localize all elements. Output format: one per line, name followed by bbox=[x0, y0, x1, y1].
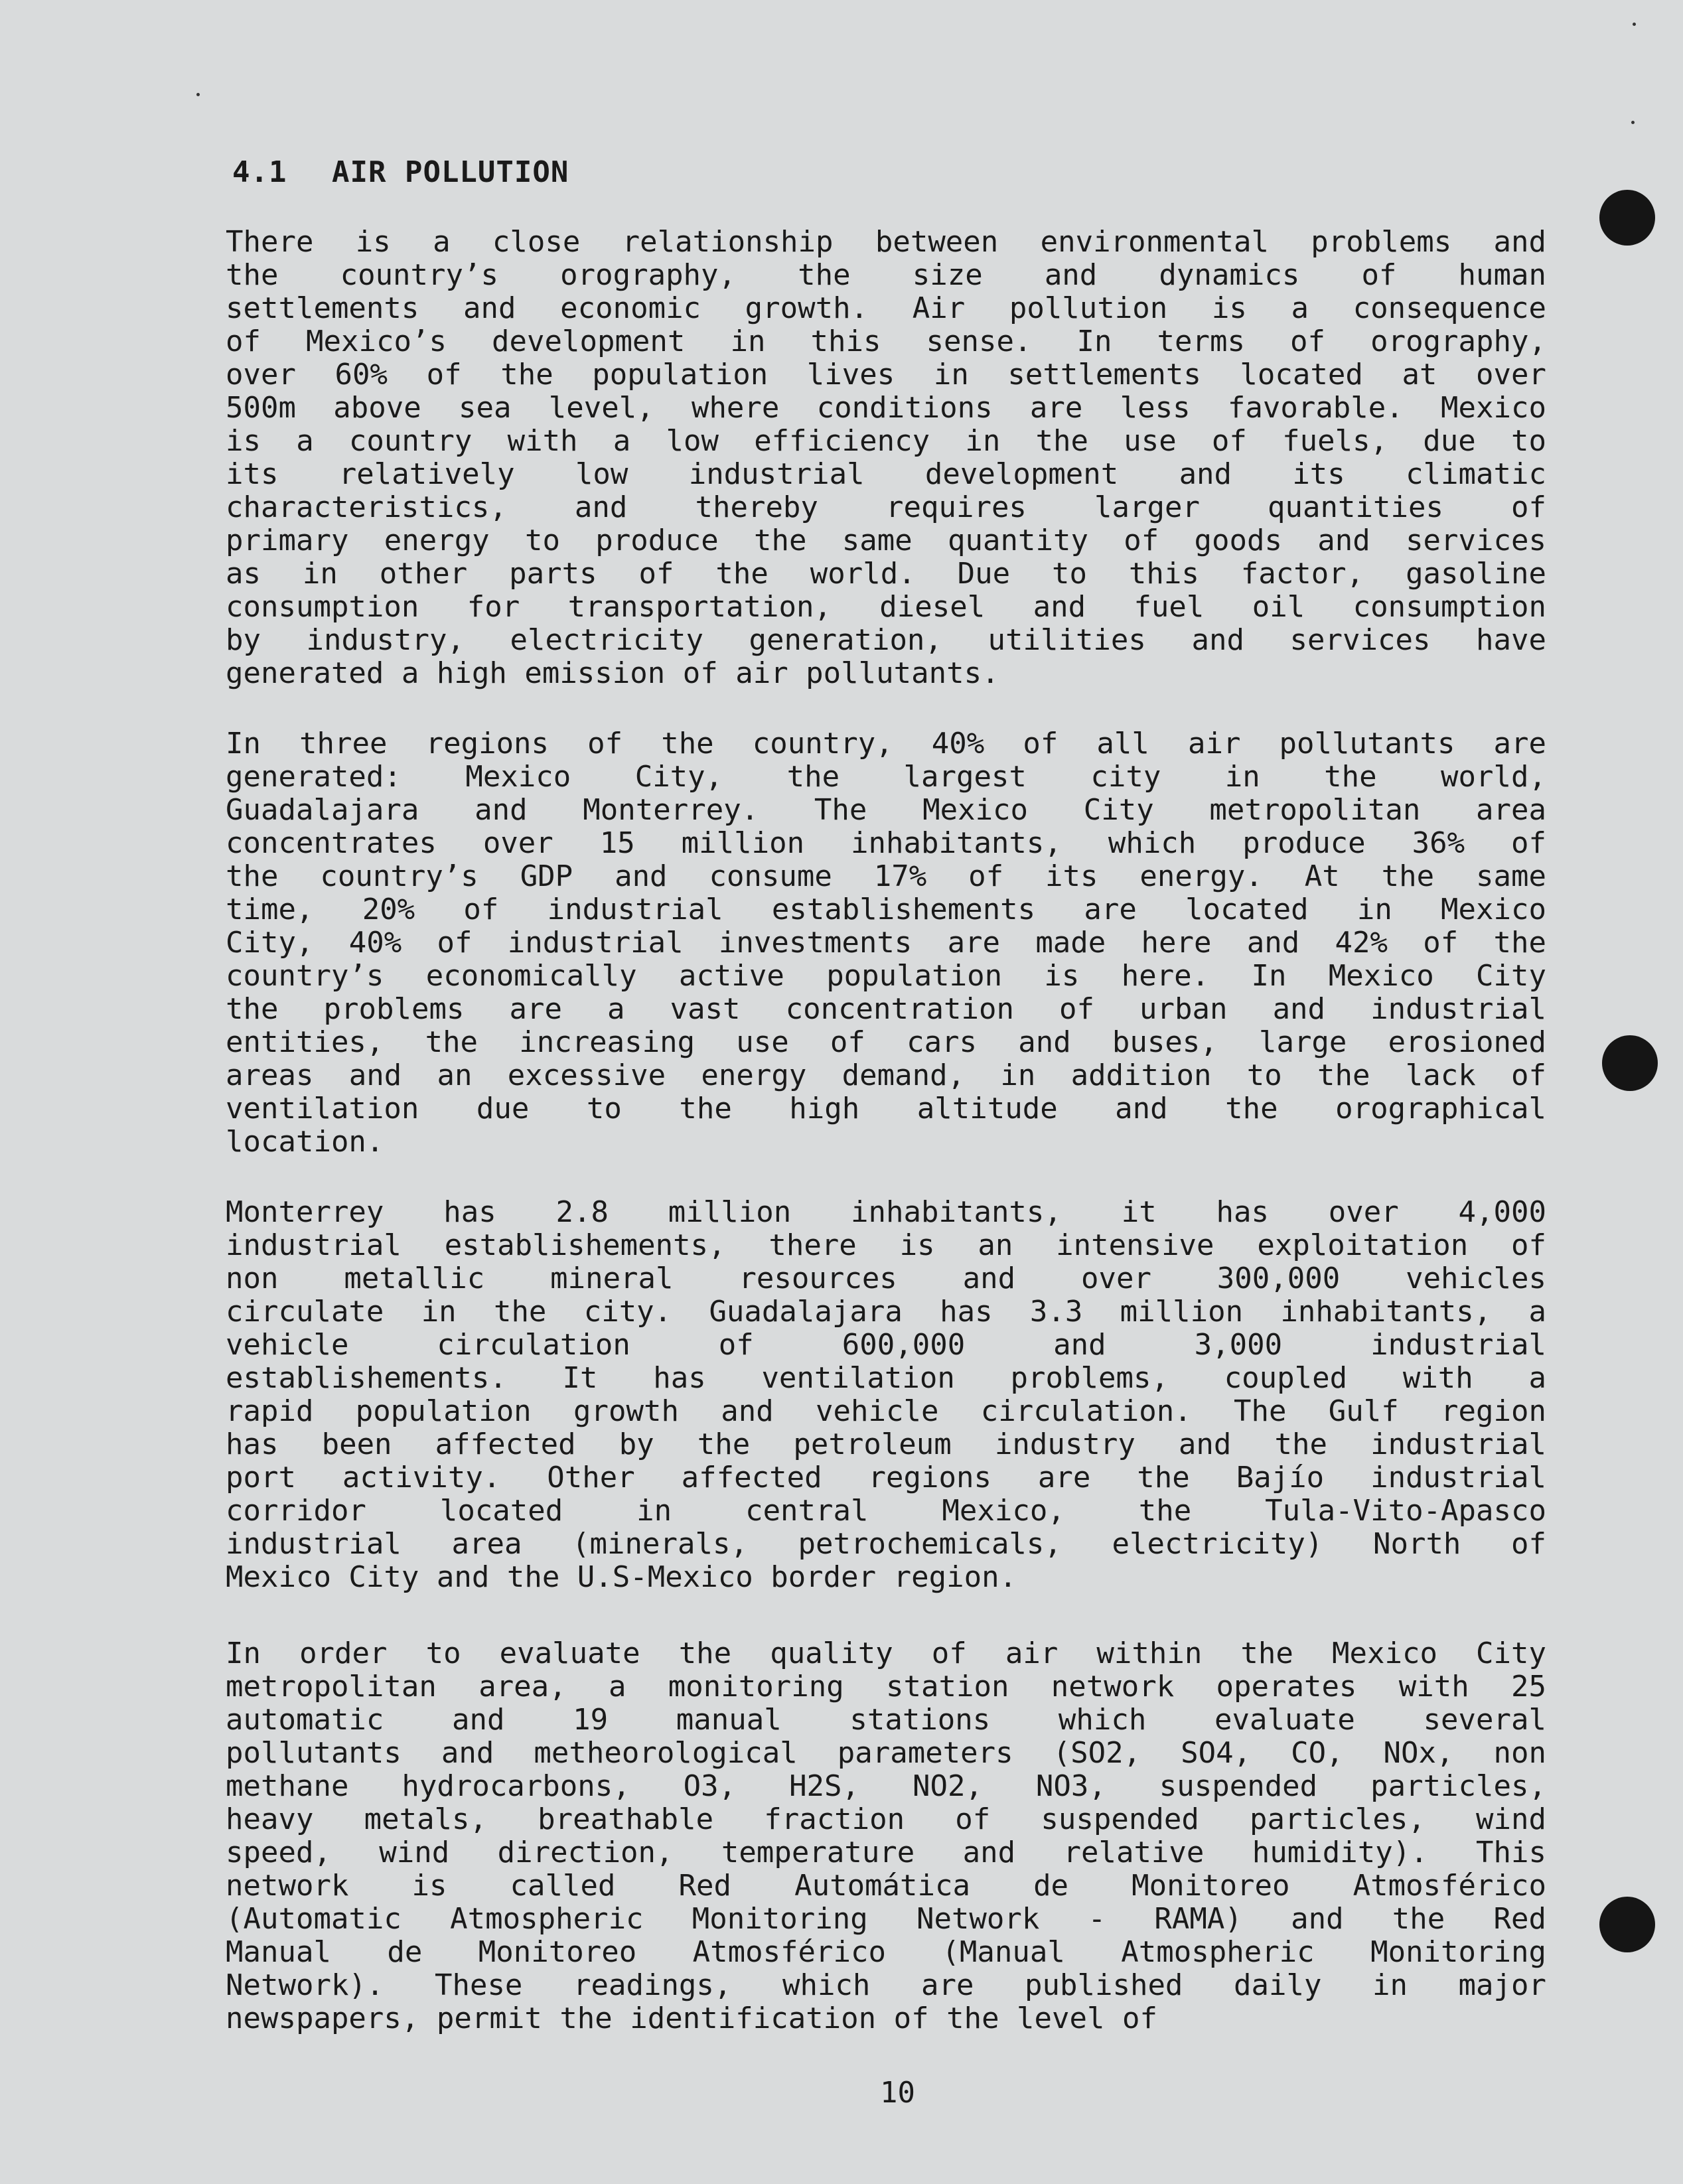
paragraph-monitoring-network bbox=[226, 1637, 1546, 2035]
page-number: 10 bbox=[880, 2076, 915, 2110]
section-title: AIR POLLUTION bbox=[332, 155, 569, 189]
text-line: Network). These readings, which are published daily in major bbox=[226, 1968, 1546, 2002]
text-line: circulate in the city. Guadalajara has 3.3 million inhabitants, a bbox=[226, 1295, 1546, 1329]
text-line: generated: Mexico City, the largest city in the world, bbox=[226, 760, 1546, 794]
text-line: primary energy to produce the same quantity of goods and services bbox=[226, 524, 1546, 557]
text-line: vehicle circulation of 600,000 and 3,000 industrial bbox=[226, 1328, 1546, 1362]
text-line: industrial establishements, there is an intensive exploitation of bbox=[226, 1228, 1546, 1262]
punch-hole bbox=[1599, 190, 1655, 246]
text-line: (Automatic Atmospheric Monitoring Network - RAMA) and the Red bbox=[226, 1902, 1546, 1936]
text-line: areas and an excessive energy demand, in addition to the lack of bbox=[226, 1058, 1546, 1092]
text-line: Monterrey has 2.8 million inhabitants, it has over 4,000 bbox=[226, 1195, 1546, 1229]
text-line: corridor located in central Mexico, the Tula-Vito-Apasco bbox=[226, 1494, 1546, 1528]
text-line: entities, the increasing use of cars and buses, large erosioned bbox=[226, 1025, 1546, 1059]
section-heading bbox=[232, 155, 569, 189]
text-line: speed, wind direction, temperature and relative humidity). This bbox=[226, 1836, 1546, 1869]
text-line: port activity. Other affected regions are the Bajío industrial bbox=[226, 1461, 1546, 1494]
text-line: pollutants and metheorological parameters (SO2, SO4, CO, NOx, non bbox=[226, 1736, 1546, 1770]
text-line: is a country with a low efficiency in the use of fuels, due to bbox=[226, 424, 1546, 458]
text-line: of Mexico’s development in this sense. In terms of orography, bbox=[226, 325, 1546, 358]
paragraph-three-regions bbox=[226, 727, 1546, 1159]
text-line: Mexico City and the U.S-Mexico border region. bbox=[226, 1560, 1017, 1594]
text-line: as in other parts of the world. Due to this factor, gasoline bbox=[226, 557, 1546, 591]
punch-hole bbox=[1602, 1035, 1658, 1091]
text-line: has been affected by the petroleum industry and the industrial bbox=[226, 1427, 1546, 1461]
text-line: consumption for transportation, diesel and fuel oil consumption bbox=[226, 590, 1546, 624]
text-line: Manual de Monitoreo Atmosférico (Manual Atmospheric Monitoring bbox=[226, 1935, 1546, 1969]
text-line: establishements. It has ventilation problems, coupled with a bbox=[226, 1361, 1546, 1395]
text-line: country’s economically active population is here. In Mexico City bbox=[226, 959, 1546, 993]
text-line: There is a close relationship between environmental problems and bbox=[226, 225, 1546, 259]
text-line: settlements and economic growth. Air pollution is a consequence bbox=[226, 291, 1546, 325]
text-line: the problems are a vast concentration of urban and industrial bbox=[226, 992, 1546, 1026]
text-line: industrial area (minerals, petrochemicals, electricity) North of bbox=[226, 1527, 1546, 1561]
punch-hole bbox=[1599, 1897, 1655, 1952]
text-line: automatic and 19 manual stations which evaluate several bbox=[226, 1703, 1546, 1737]
scan-speck bbox=[196, 93, 200, 96]
text-line: methane hydrocarbons, O3, H2S, NO2, NO3, suspended particles, bbox=[226, 1769, 1546, 1803]
text-line: its relatively low industrial development and its climatic bbox=[226, 457, 1546, 491]
text-line: network is called Red Automática de Monitoreo Atmosférico bbox=[226, 1869, 1546, 1903]
text-line: the country’s GDP and consume 17% of its energy. At the same bbox=[226, 859, 1546, 893]
text-line: ventilation due to the high altitude and the orographical bbox=[226, 1092, 1546, 1126]
text-line: over 60% of the population lives in settlements located at over bbox=[226, 358, 1546, 392]
scan-speck bbox=[1631, 121, 1635, 124]
text-line: In order to evaluate the quality of air within the Mexico City bbox=[226, 1637, 1546, 1670]
paragraph-orography bbox=[226, 226, 1546, 690]
text-line: the country’s orography, the size and dynamics of human bbox=[226, 258, 1546, 292]
text-line: rapid population growth and vehicle circulation. The Gulf region bbox=[226, 1394, 1546, 1428]
text-line: concentrates over 15 million inhabitants, which produce 36% of bbox=[226, 826, 1546, 860]
text-line: time, 20% of industrial establishements are located in Mexico bbox=[226, 893, 1546, 926]
text-line: 500m above sea level, where conditions are less favorable. Mexico bbox=[226, 391, 1546, 425]
text-line: characteristics, and thereby requires larger quantities of bbox=[226, 490, 1546, 524]
paragraph-monterrey-guadalajara bbox=[226, 1196, 1546, 1594]
section-number: 4.1 bbox=[232, 155, 287, 189]
text-line: City, 40% of industrial investments are made here and 42% of the bbox=[226, 926, 1546, 960]
text-line: generated a high emission of air pollutants. bbox=[226, 656, 999, 690]
text-line: metropolitan area, a monitoring station network operates with 25 bbox=[226, 1670, 1546, 1704]
text-line: location. bbox=[226, 1125, 384, 1159]
text-line: heavy metals, breathable fraction of suspended particles, wind bbox=[226, 1802, 1546, 1836]
text-line: In three regions of the country, 40% of all air pollutants are bbox=[226, 727, 1546, 761]
text-line: Guadalajara and Monterrey. The Mexico City metropolitan area bbox=[226, 793, 1546, 827]
text-line: by industry, electricity generation, utilities and services have bbox=[226, 623, 1546, 657]
text-line: newspapers, permit the identification of the level of bbox=[226, 2002, 1157, 2035]
scan-speck bbox=[1633, 23, 1636, 26]
text-line: non metallic mineral resources and over 300,000 vehicles bbox=[226, 1262, 1546, 1295]
